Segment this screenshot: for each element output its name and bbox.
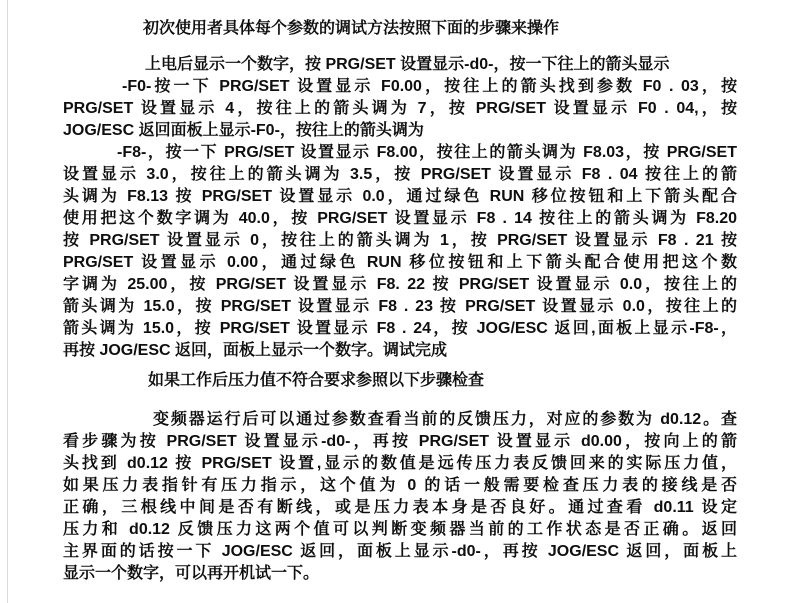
- text-line: 再按 JOG/ESC 返回，面板上显示一个数字。调试完成: [63, 342, 448, 359]
- text-line: 正确，三根线中间是否有断线，或是压力表本身是否良好。通过查看 d0.11 设定: [63, 499, 737, 516]
- text-line: 设置显示 3.0，按往上的箭头调为 3.5，按 PRG/SET 设置显示 F8 . 04 按往上的箭: [63, 166, 737, 183]
- text-line: 看步骤为按 PRG/SET 设置显示-d0-，再按 PRG/SET 设置显示 d0.00，按向上的箭: [63, 433, 737, 450]
- text-line: 如果压力表指针有压力指示，这个值为 0 的话一般需要检查压力表的接线是否: [63, 477, 737, 494]
- document-text: [63, 18, 737, 585]
- text-line: 字调为 25.00，按 PRG/SET 设置显示 F8. 22 按 PRG/SET 设置显示 0.0，按往上的: [63, 276, 737, 293]
- text-line: JOG/ESC 返回面板上显示-F0-，按往上的箭头调为: [63, 122, 424, 139]
- text-line: 上电后显示一个数字，按 PRG/SET 设置显示-d0-，按一下往上的箭头显示: [145, 56, 670, 73]
- text-line: PRG/SET 设置显示 0.00，通过绿色 RUN 移位按钮和上下箭头配合使用把这个数: [63, 254, 737, 271]
- text-line: 箭头调为 15.0，按 PRG/SET 设置显示 F8 . 23 按 PRG/SET 设置显示 0.0，按往上的: [63, 298, 737, 315]
- text-line: PRG/SET 设置显示 4，按往上的箭头调为 7，按 PRG/SET 设置显示 F0 . 04,，按: [63, 100, 737, 117]
- text-line: -F0-按一下 PRG/SET 设置显示 F0.00，按往上的箭头找到参数 F0 . 03，按: [122, 78, 737, 95]
- text-line: 显示一个数字，可以再开机试一下。: [63, 565, 320, 582]
- text-line: 头调为 F8.13 按 PRG/SET 设置显示 0.0，通过绿色 RUN 移位按钮和上下箭头配合: [63, 188, 737, 205]
- page-edge-line: [7, 0, 8, 603]
- text-line: 箭头调为 15.0，按 PRG/SET 设置显示 F8 . 24，按 JOG/ESC 返回,面板上显示-F8-，: [63, 320, 737, 337]
- text-line: 头找到 d0.12 按 PRG/SET 设置,显示的数值是远传压力表反馈回来的实际压力值，: [63, 455, 737, 472]
- text-line: -F8-，按一下 PRG/SET 设置显示 F8.00，按往上的箭头调为 F8.03，按 PRG/SET: [117, 144, 737, 161]
- text-line: 压力和 d0.12 反馈压力这两个值可以判断变频器当前的工作状态是否正确。返回: [63, 521, 737, 538]
- text-line: 按 PRG/SET 设置显示 0，按往上的箭头调为 1，按 PRG/SET 设置显示 F8 . 21 按: [63, 232, 737, 249]
- section-heading: 初次使用者具体每个参数的调试方法按照下面的步骤来操作: [143, 20, 560, 37]
- text-line: 使用把这个数字调为 40.0，按 PRG/SET 设置显示 F8 . 14 按往上的箭头调为 F8.20: [63, 210, 737, 227]
- text-line: 主界面的话按一下 JOG/ESC 返回，面板上显示-d0-，再按 JOG/ESC 返回，面板上: [63, 543, 737, 560]
- text-line: 变频器运行后可以通过参数查看当前的反馈压力，对应的参数为 d0.12。查: [153, 411, 737, 428]
- section-heading: 如果工作后压力值不符合要求参照以下步骤检查: [148, 372, 485, 389]
